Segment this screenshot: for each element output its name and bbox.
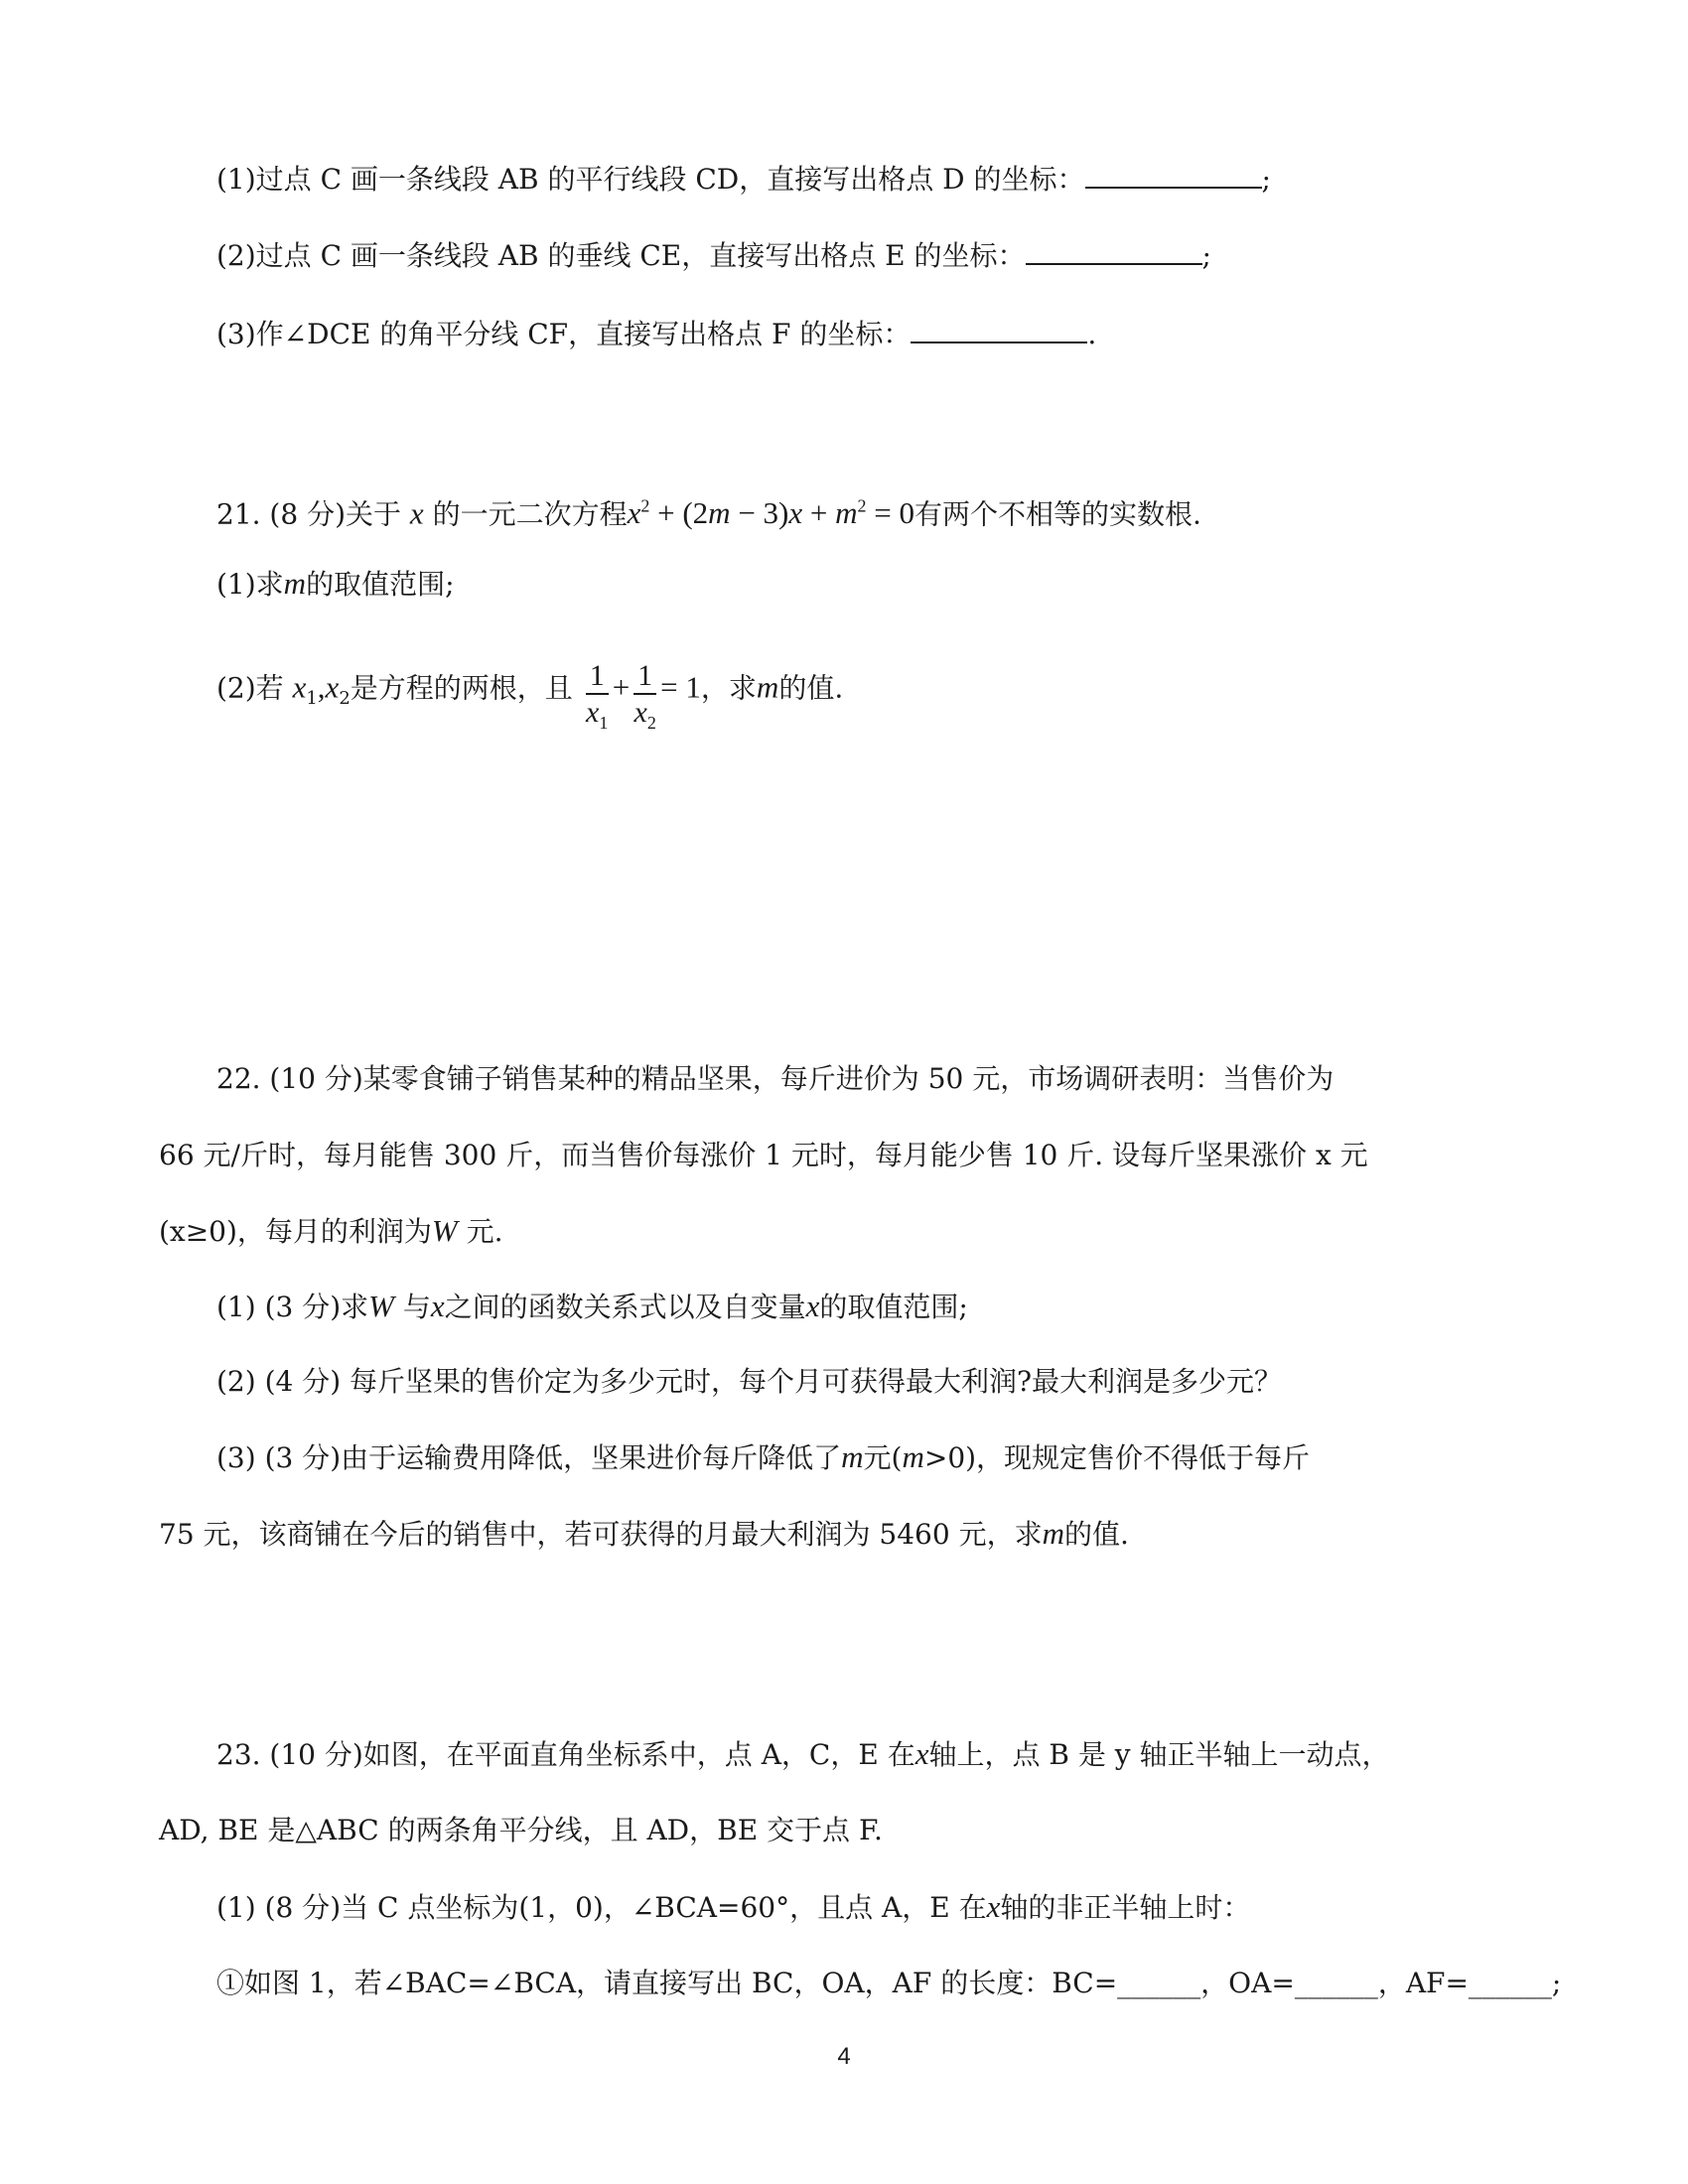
q22-part1: (1) (3 分)求W 与x之间的函数关系式以及自变量x的取值范围; <box>216 1289 968 1323</box>
q22-line3: (x≥0)，每月的利润为W 元. <box>159 1213 503 1248</box>
page-number: 4 <box>837 2043 851 2070</box>
q23-part1: (1) (8 分)当 C 点坐标为(1，0)，∠BCA=60°，且点 A，E 在x轴的非正半轴上时： <box>216 1889 1251 1924</box>
q20-part3-text: (3)作∠DCE 的角平分线 CF，直接写出格点 F 的坐标： <box>216 318 912 350</box>
q23-line2: AD, BE 是△ABC 的两条角平分线，且 AD，BE 交于点 F. <box>159 1814 883 1846</box>
q20-part3: (3)作∠DCE 的角平分线 CF，直接写出格点 F 的坐标： . <box>216 312 1096 354</box>
answer-blank[interactable] <box>1085 157 1262 189</box>
q20-part1: (1)过点 C 画一条线段 AB 的平行线段 CD，直接写出格点 D 的坐标： ; <box>216 157 1271 200</box>
q20-part1-text: (1)过点 C 画一条线段 AB 的平行线段 CD，直接写出格点 D 的坐标： <box>216 163 1085 196</box>
q21-stem: 21. (8 分)关于 x 的一元二次方程$x^2 + (2m - 3)x + m^2 = 0$有两个不相等的实数根. <box>216 495 1201 531</box>
q22-line1: 22. (10 分)某零食铺子销售某种的精品坚果，每斤进价为 50 元，市场调研表明：当售价为 <box>216 1062 1335 1095</box>
q23-case1: ①如图 1，若∠BAC=∠BCA，请直接写出 BC，OA，AF 的长度：BC=______，OA=______，AF=______; <box>216 1967 1562 1999</box>
answer-blank[interactable] <box>1026 233 1202 265</box>
answer-blank[interactable] <box>911 312 1087 343</box>
q23-line1: 23. (10 分)如图，在平面直角坐标系中，点 A，C，E 在x轴上，点 B 是 y 轴正半轴上一动点， <box>216 1736 1390 1771</box>
q22-part2: (2) (4 分) 每斤坚果的售价定为多少元时，每个月可获得最大利润?最大利润是多少元？ <box>216 1365 1283 1398</box>
q20-part2: (2)过点 C 画一条线段 AB 的垂线 CE，直接写出格点 E 的坐标： ; <box>216 233 1211 276</box>
quadratic-equation: $x^2 + (2m - 3)x + m^2 = 0$ <box>627 495 914 531</box>
q22-part3: (3) (3 分)由于运输费用降低，坚果进价每斤降低了m元(m>0)，现规定售价不得低于每斤 <box>216 1439 1311 1474</box>
q20-part2-text: (2)过点 C 画一条线段 AB 的垂线 CE，直接写出格点 E 的坐标： <box>216 239 1026 272</box>
fraction-1-over-x1: $\frac{1}{x_1}$ <box>586 659 609 733</box>
fraction-1-over-x2: $\frac{1}{x_2}$ <box>633 659 656 733</box>
q21-part2: (2)若 $x_1,x_2$是方程的两根，且 $\frac{1}{x_1}$ + $\frac{1}{x_2}$ = 1，求m的值. <box>216 649 843 731</box>
q22-part3-line2: 75 元，该商铺在今后的销售中，若可获得的月最大利润为 5460 元，求m的值. <box>159 1516 1129 1551</box>
q21-part1: (1)求m的取值范围; <box>216 566 455 601</box>
q22-line2: 66 元/斤时，每月能售 300 斤，而当售价每涨价 1 元时，每月能少售 10 斤. 设每斤坚果涨价 x 元 <box>159 1139 1368 1171</box>
